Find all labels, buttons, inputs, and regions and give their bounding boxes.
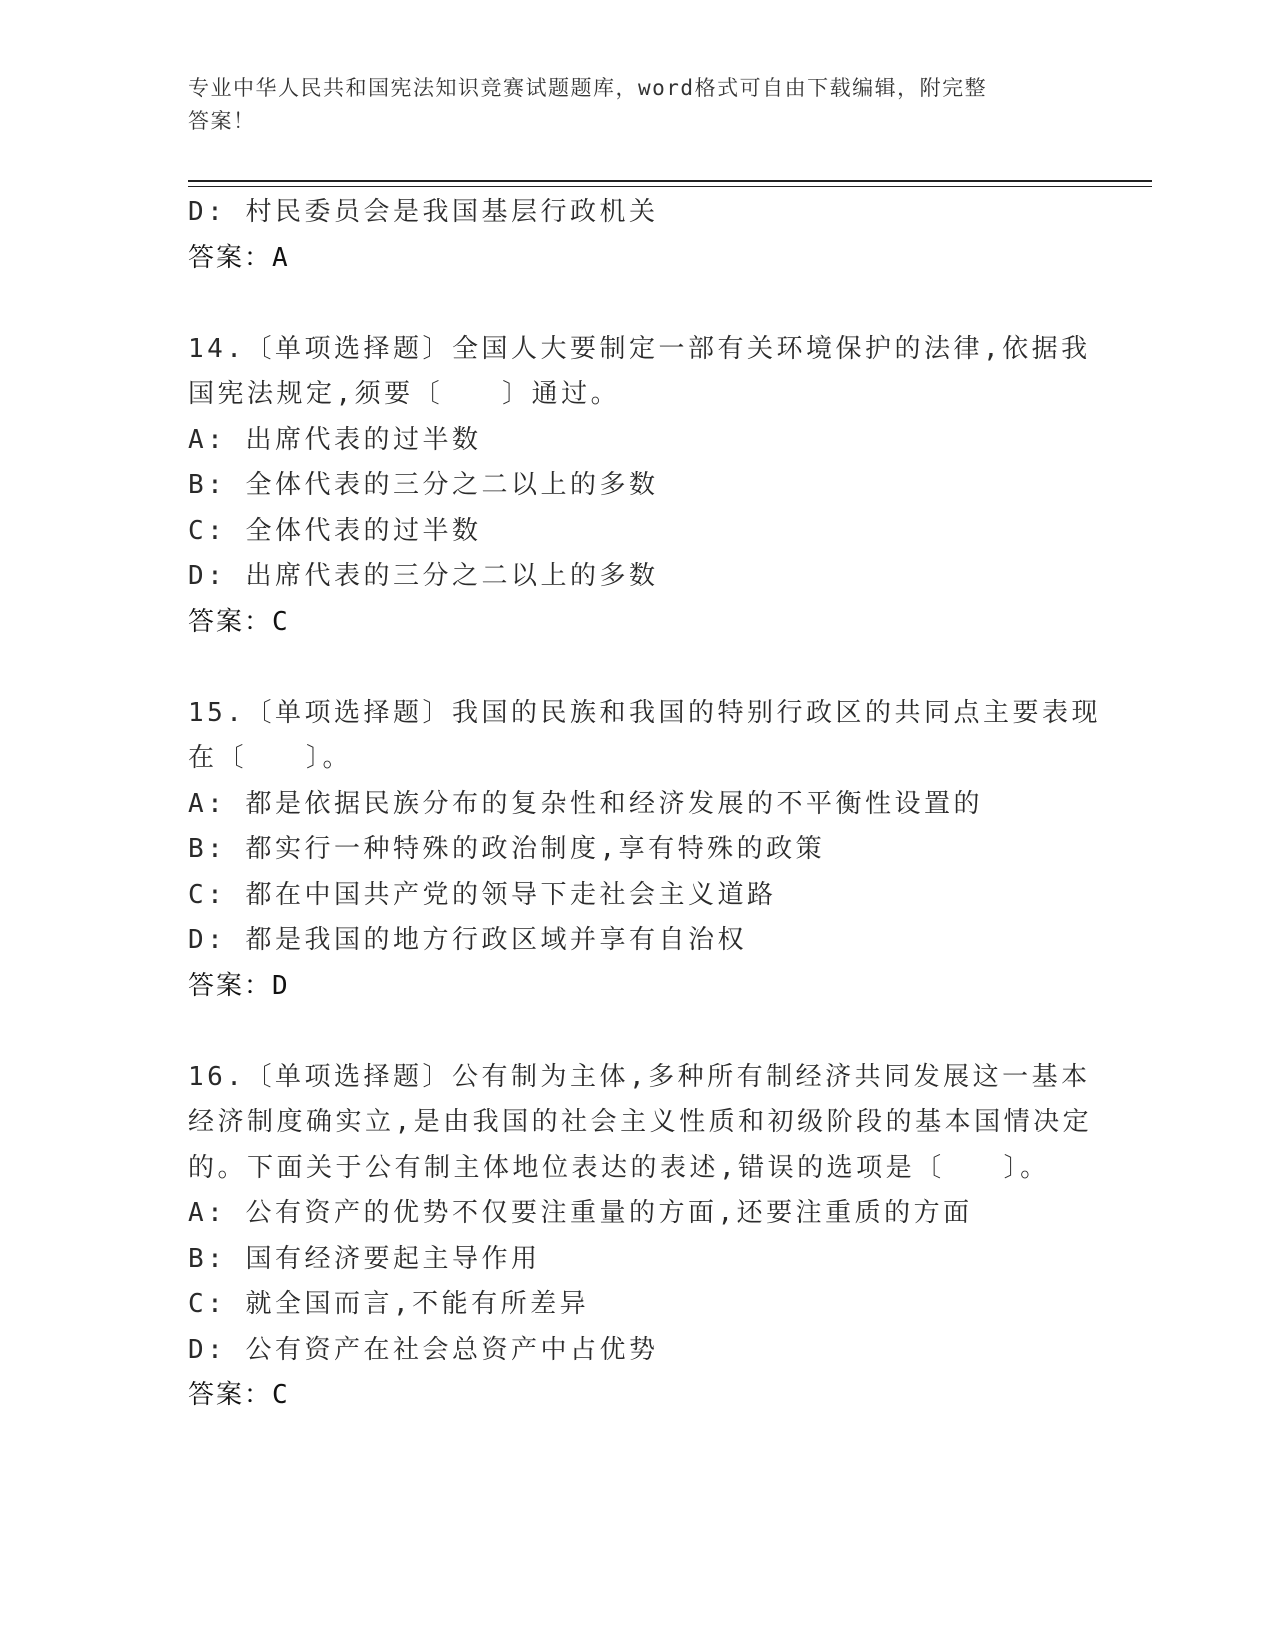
header-rule-thick — [188, 180, 1152, 182]
question-14 — [188, 327, 1091, 646]
answer-label: 答案： — [188, 970, 273, 1001]
option-d: D: 出席代表的三分之二以上的多数 — [188, 561, 659, 591]
question-stem: 国宪法规定,须要〔 〕通过。 — [188, 379, 621, 409]
answer-line — [188, 1373, 1088, 1419]
option-a: A: 出席代表的过半数 — [188, 424, 482, 455]
header-rule-thin — [188, 186, 1152, 187]
carryover-block — [188, 190, 1088, 281]
answer-line — [188, 964, 1088, 1010]
option-c: C: 就全国而言,不能有所差异 — [188, 1289, 590, 1319]
option-d: D: 村民委员会是我国基层行政机关 — [188, 197, 659, 227]
answer-line — [188, 600, 1088, 646]
question-stem: 的。下面关于公有制主体地位表达的表述,错误的选项是〔 〕。 — [188, 1152, 1050, 1183]
answer-value: D — [272, 970, 290, 1001]
header-line-1: 专业中华人民共和国宪法知识竞赛试题题库，word格式可自由下载编辑，附完整 — [188, 76, 988, 100]
question-stem: 经济制度确实立,是由我国的社会主义性质和初级阶段的基本国情决定 — [188, 1107, 1093, 1137]
answer-value: C — [272, 606, 290, 637]
option-c: C: 全体代表的过半数 — [188, 515, 482, 546]
option-a: A: 公有资产的优势不仅要注重量的方面,还要注重质的方面 — [188, 1198, 973, 1228]
answer-line — [188, 236, 1088, 282]
document-body — [188, 190, 1101, 1419]
answer-label: 答案： — [188, 1380, 273, 1410]
option-a: A: 都是依据民族分布的复杂性和经济发展的不平衡性设置的 — [188, 788, 983, 819]
option-c: C: 都在中国共产党的领导下走社会主义道路 — [188, 879, 777, 910]
header-line-2: 答案！ — [188, 109, 256, 133]
answer-label: 答案： — [188, 606, 273, 637]
answer-value: A — [272, 242, 290, 273]
option-b: B: 全体代表的三分之二以上的多数 — [188, 470, 659, 500]
option-d: D: 公有资产在社会总资产中占优势 — [188, 1334, 659, 1365]
option-b: B: 都实行一种特殊的政治制度,享有特殊的政策 — [188, 834, 826, 864]
answer-label: 答案： — [188, 242, 273, 273]
question-stem: 14.〔单项选择题〕全国人大要制定一部有关环境保护的法律,依据我 — [188, 333, 1091, 364]
question-stem: 16.〔单项选择题〕公有制为主体,多种所有制经济共同发展这一基本 — [188, 1061, 1091, 1092]
option-d: D: 都是我国的地方行政区域并享有自治权 — [188, 925, 747, 955]
question-stem: 15.〔单项选择题〕我国的民族和我国的特别行政区的共同点主要表现 — [188, 697, 1101, 728]
page-header — [188, 72, 1068, 138]
question-stem: 在〔 〕。 — [188, 743, 353, 773]
question-16 — [188, 1055, 1093, 1419]
question-15 — [188, 691, 1101, 1010]
answer-value: C — [272, 1380, 290, 1410]
option-b: B: 国有经济要起主导作用 — [188, 1243, 541, 1274]
